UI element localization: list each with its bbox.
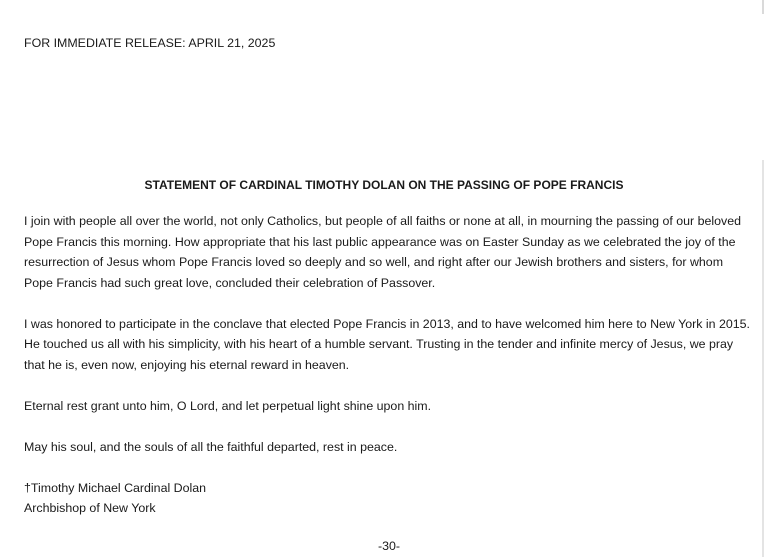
page-edge-line [762,0,764,14]
body-paragraph: May his soul, and the souls of all the faithful departed, rest in peace. [24,439,398,454]
body-paragraph: I was honored to participate in the conclave that elected Pope Francis in 2013, and to have welcomed him here to New York in 2015. He touched us all with his simplicity, with his heart of a humble servant. Trusting in the tender and infinite mercy of Jesus, we pray that he is, even now, enjoying his eternal reward in heaven. [24,316,750,372]
body-paragraph: I join with people all over the world, not only Catholics, but people of all faiths or none at all, in mourning the passing of our beloved Pope Francis this morning. How appropriate that his last public appearance was on Easter Sunday as we celebrated the joy of the resurrection of Jesus whom Pope Francis loved so deeply and so well, and right after our Jewish brothers and sisters, for whom Pope Francis had such great love, concluded their celebration of Passover. [24,214,742,290]
signature-role: Archbishop of New York [24,501,156,515]
release-date-line: FOR IMMEDIATE RELEASE: APRIL 21, 2025 [24,36,276,50]
signature-name: †Timothy Michael Cardinal Dolan [24,480,207,495]
statement-body [24,211,752,519]
page-edge-line [762,160,764,557]
body-paragraph: Eternal rest grant unto him, O Lord, and let perpetual light shine upon him. [24,398,432,413]
signature-block [24,478,752,519]
statement-title: STATEMENT OF CARDINAL TIMOTHY DOLAN ON THE PASSING OF POPE FRANCIS [144,178,624,192]
end-mark: -30- [377,539,401,553]
